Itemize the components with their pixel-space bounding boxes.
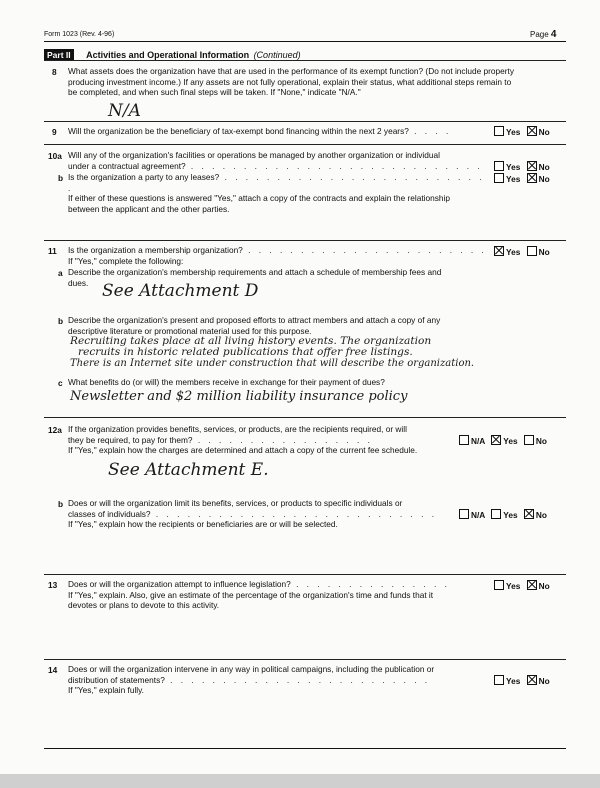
q11a-answer[interactable]: See Attachment D — [102, 281, 259, 301]
q14-yes-label: Yes — [506, 676, 521, 686]
q11-no-checkbox[interactable] — [527, 246, 537, 256]
q11-no-label: No — [538, 247, 550, 257]
q8-rule — [44, 121, 566, 122]
q12a-options — [455, 435, 547, 446]
q9-rule — [44, 144, 566, 145]
q12a-yes-checkbox[interactable] — [491, 435, 501, 445]
q9-options — [490, 126, 550, 137]
scan-bottom-edge — [0, 774, 600, 788]
q12a-yes-label: Yes — [503, 436, 518, 446]
q11a-letter: a — [58, 268, 63, 278]
section-continued: (Continued) — [253, 50, 301, 60]
q12a-note: If "Yes," explain how the charges are determined and attach a copy of the current fee schedule. — [68, 445, 418, 455]
q8-line3: be completed, and when such final steps will be taken. If "None," indicate "N/A." — [68, 87, 361, 97]
q10a-number: 10a — [48, 151, 62, 161]
q11b-text — [68, 315, 568, 336]
q14-text: Does or will the organization intervene in any way in political campaigns, including the publication or distribution of statements? . . . . . . . . . . . . . . . . . . . . . . . . . If "Yes," explain fully. — [68, 664, 488, 696]
q14-note: If "Yes," explain fully. — [68, 685, 144, 695]
q8-answer[interactable]: N/A — [108, 101, 141, 121]
q12b-line1: Does or will the organization limit its benefits, services, or products to specific individuals or — [68, 498, 403, 508]
q10a-line2: under a contractual agreement? — [68, 160, 186, 171]
q10a-no-label: No — [538, 162, 550, 172]
q10a-text: Will any of the organization's facilities or operations be managed by another organization or individual under a contractual agreement? . . . . . . . . . . . . . . . . . . . . . . . . . . . . — [68, 150, 488, 171]
q8-number: 8 — [52, 67, 57, 77]
q11-number: 11 — [48, 246, 57, 256]
q9-yes-checkbox[interactable] — [494, 126, 504, 136]
q12b-text: Does or will the organization limit its benefits, services, or products to specific individuals or classes of individuals? . . . . . . . . . . . . . . . . . . . . . . . . . . . If "Yes," explain how the recipients or beneficiaries are or will be selected. — [68, 498, 468, 530]
q12a-line2: they be required, to pay for them? — [68, 434, 193, 445]
q9-text-value: Will the organization be the beneficiary of tax-exempt bond financing within the next 2 years? — [68, 126, 409, 136]
q9-no-label: No — [538, 127, 550, 137]
q11b-answer-line3: There is an Internet site under construction that will describe the organization. — [70, 358, 475, 369]
q11c-letter: c — [58, 378, 63, 388]
q13-number: 13 — [48, 580, 58, 590]
q12b-yes-label: Yes — [503, 510, 518, 520]
q10b-text-value: Is the organization a party to any leases? — [68, 172, 220, 182]
q10b-note1: If either of these questions is answered "Yes," attach a copy of the contracts and explain the relationship — [68, 193, 450, 203]
q14-number: 14 — [48, 665, 58, 675]
q13-note2: devotes or plans to devote to this activity. — [68, 600, 220, 610]
q12-rule — [44, 574, 566, 575]
q11b-line1: Describe the organization's present and proposed efforts to attract members and attach a copy of any — [68, 315, 441, 325]
q12a-number: 12a — [48, 425, 62, 435]
q12b-options — [455, 509, 547, 520]
part-rule — [44, 60, 566, 61]
q11c-answer[interactable]: Newsletter and $2 million liability insurance policy — [70, 389, 408, 404]
q12a-line1: If the organization provides benefits, services, or products, are the recipients required, or will — [68, 424, 407, 434]
footer-rule — [44, 748, 566, 749]
q12a-answer[interactable]: See Attachment E. — [108, 460, 269, 480]
q12a-no-checkbox[interactable] — [524, 435, 534, 445]
q10a-line1: Will any of the organization's facilities or operations be managed by another organization or individual — [68, 150, 440, 160]
q14-no-label: No — [538, 676, 550, 686]
q11a-line1: Describe the organization's membership requirements and attach a schedule of membership fees and — [68, 267, 442, 277]
form-id: Form 1023 (Rev. 4-96) — [44, 31, 115, 38]
q11b-answer-line1: Recruiting takes place at all living history events. The organization — [70, 335, 432, 347]
q11-rule — [44, 417, 566, 418]
q12a-text: If the organization provides benefits, services, or products, are the recipients required, or will they be required, to pay for them? . . . . . . . . . . . . . . . . . If "Yes," explain how the charges are determined and attach a copy of the current fee schedule. — [68, 424, 468, 456]
q13-text-value: Does or will the organization attempt to influence legislation? — [68, 579, 291, 589]
page-number-value: 4 — [550, 29, 557, 40]
q12a-no-label: No — [535, 436, 547, 446]
q13-yes-label: Yes — [506, 581, 521, 591]
q10a-yes-checkbox[interactable] — [494, 161, 504, 171]
q11-yes-checkbox[interactable] — [494, 246, 504, 256]
q8-text — [68, 66, 568, 98]
q11b-letter: b — [58, 316, 64, 326]
q13-yes-checkbox[interactable] — [494, 580, 504, 590]
q10b-no-label: No — [538, 174, 550, 184]
q11-options — [490, 246, 550, 257]
q14-no-checkbox[interactable] — [527, 675, 537, 685]
q11b-answer-line2: recruits in historic related publications that offer free listings. — [78, 346, 413, 358]
q11-text-value: Is the organization a membership organization? — [68, 245, 243, 255]
q10b-options — [490, 173, 550, 184]
q11b-line2: descriptive literature or promotional material used for this purpose. — [68, 325, 312, 336]
q10b-yes-checkbox[interactable] — [494, 173, 504, 183]
q12b-note: If "Yes," explain how the recipients or beneficiaries are or will be selected. — [68, 519, 338, 529]
q12b-no-checkbox[interactable] — [524, 509, 534, 519]
q13-note1: If "Yes," explain. Also, give an estimate of the percentage of the organization's time and funds that it — [68, 589, 434, 600]
q13-rule — [44, 659, 566, 660]
q12b-line2: classes of individuals? — [68, 508, 151, 519]
q10b-letter: b — [58, 173, 64, 183]
q12a-na-checkbox[interactable] — [459, 435, 469, 445]
q10a-no-checkbox[interactable] — [527, 161, 537, 171]
q9-no-checkbox[interactable] — [527, 126, 537, 136]
q11-text: Is the organization a membership organization? . . . . . . . . . . . . . . . . . . . . . . . If "Yes," complete the following: — [68, 245, 498, 266]
header-rule — [44, 41, 566, 42]
q10a-options — [490, 161, 550, 172]
q12b-na-checkbox[interactable] — [459, 509, 469, 519]
q8-line1: What assets does the organization have that are used in the performance of its exempt function? (Do not include property — [68, 66, 514, 76]
q12a-na-label: N/A — [471, 436, 485, 446]
q11a-line2: dues. — [68, 277, 89, 288]
q11-note: If "Yes," complete the following: — [68, 255, 184, 266]
q13-no-label: No — [538, 581, 550, 591]
page-number — [530, 29, 556, 40]
q11c-text: What benefits do (or will) the members receive in exchange for their payment of dues? — [68, 377, 385, 387]
q11-yes-label: Yes — [506, 247, 521, 257]
q11b-answer[interactable] — [70, 336, 570, 369]
q14-line1: Does or will the organization intervene in any way in political campaigns, including the publication or — [68, 664, 435, 674]
q13-no-checkbox[interactable] — [527, 580, 537, 590]
q8-line2: producing investment income.) If any assets are not fully operational, explain their status, what additional steps remain to — [68, 76, 512, 87]
q9-text: Will the organization be the beneficiary of tax-exempt bond financing within the next 2 years? . . . . — [68, 126, 452, 136]
q12b-no-label: No — [535, 510, 547, 520]
q13-text: Does or will the organization attempt to influence legislation? . . . . . . . . . . . . . . . If "Yes," explain. Also, give an estimate of the percentage of the organization's time and funds that it devotes or plans to devote to this activity. — [68, 579, 488, 611]
q10-rule — [44, 240, 566, 241]
q14-options — [490, 675, 550, 686]
q12b-na-label: N/A — [471, 510, 485, 520]
q10b-text: Is the organization a party to any leases? . . . . . . . . . . . . . . . . . . . . . . . . . . If either of these questions is answered "Yes," attach a copy of the contracts and explain the relationship between the applicant and the other parties. — [68, 172, 488, 214]
q10b-no-checkbox[interactable] — [527, 173, 537, 183]
page-label: Page — [530, 30, 549, 39]
q14-line2: distribution of statements? — [68, 674, 165, 685]
q12b-yes-checkbox[interactable] — [491, 509, 501, 519]
section-title: Activities and Operational Information — [86, 50, 250, 60]
q9-yes-label: Yes — [506, 127, 521, 137]
q14-yes-checkbox[interactable] — [494, 675, 504, 685]
q10a-yes-label: Yes — [506, 162, 521, 172]
part-label: Part II — [44, 49, 74, 61]
q10b-yes-label: Yes — [506, 174, 521, 184]
q12b-letter: b — [58, 499, 64, 509]
q10b-note2: between the applicant and the other parties. — [68, 203, 230, 214]
q9-number: 9 — [52, 127, 57, 137]
q13-options — [490, 580, 550, 591]
